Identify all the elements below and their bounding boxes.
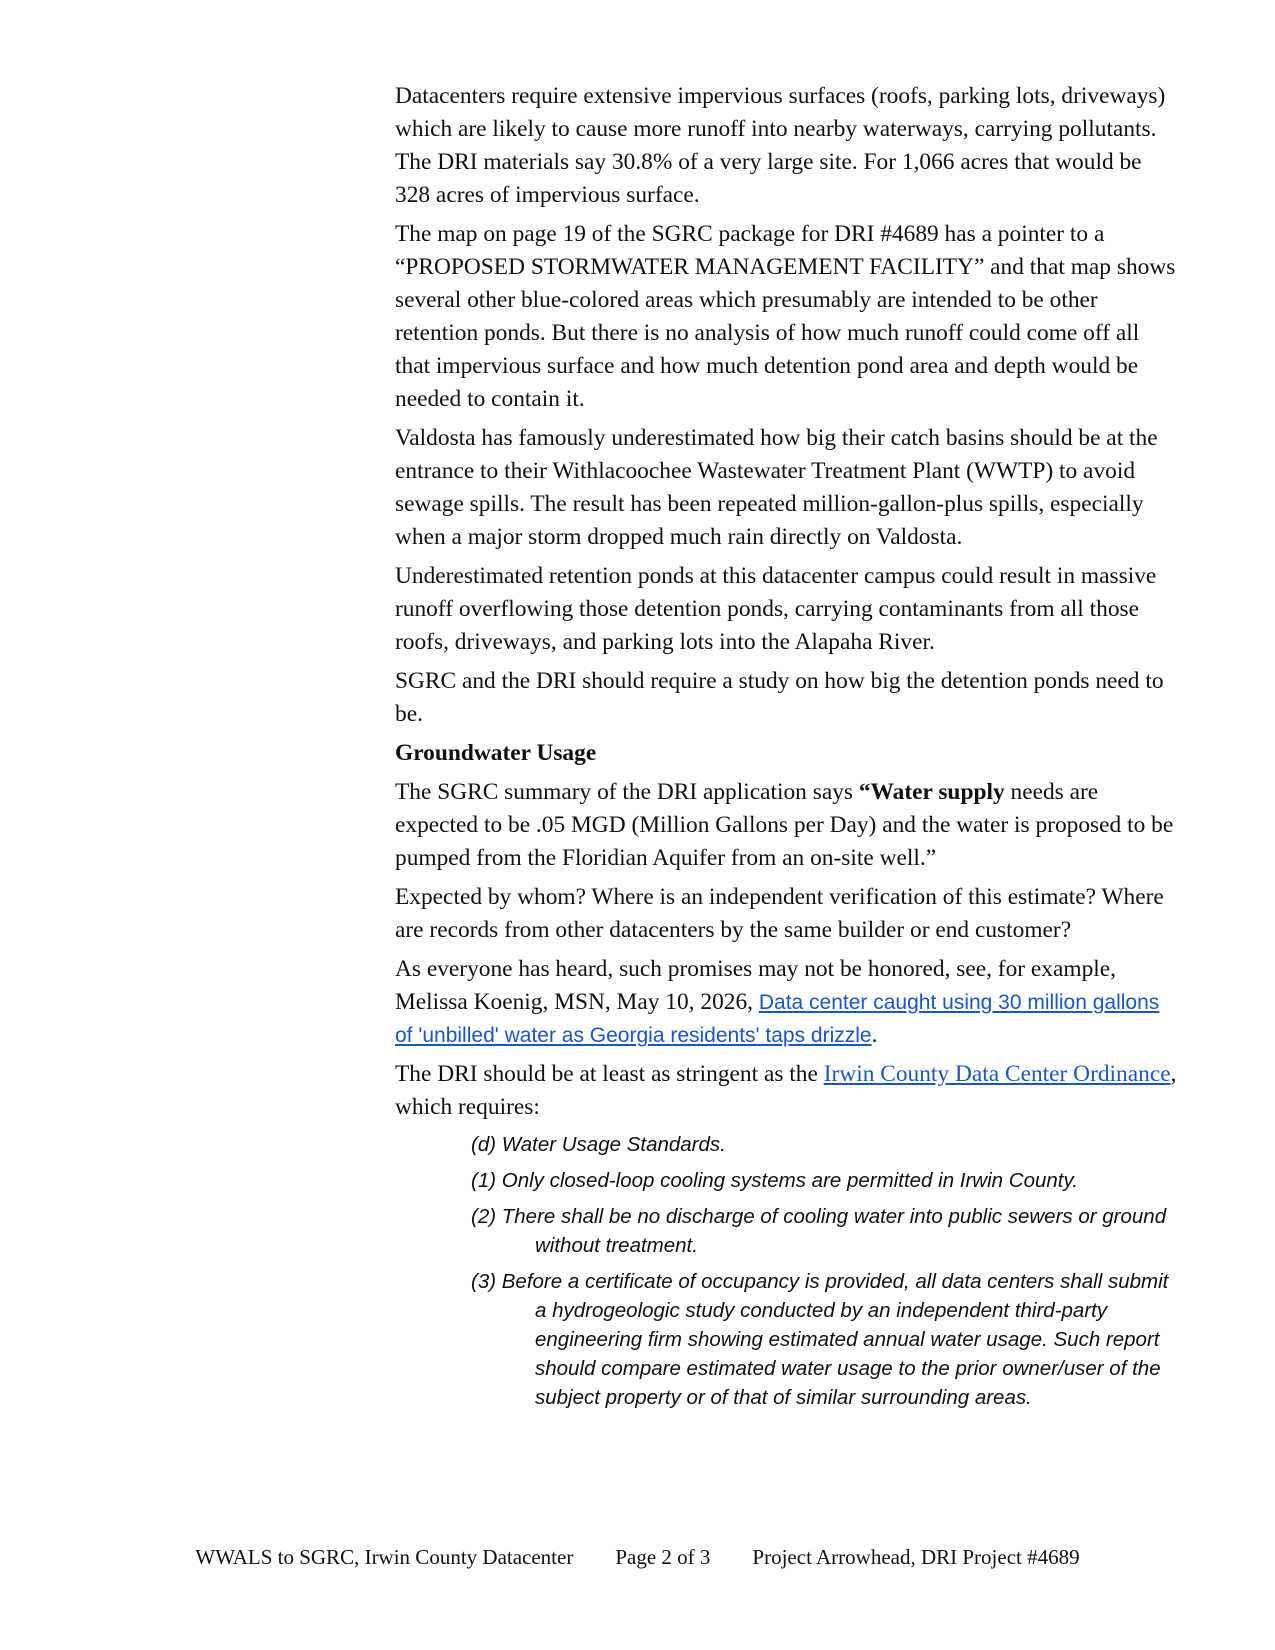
- footer-page-number: Page 2 of 3: [615, 1545, 711, 1569]
- paragraph-impervious-surfaces: Datacenters require extensive impervious surfaces (roofs, parking lots, driveways) which are likely to cause more runoff into nearby waterways, carrying pollutants. The DRI materials say 30.8% of a very large site. For 1,066 acres that would be 328 acres of impervious surface.: [395, 83, 1166, 208]
- promises-text-before: As everyone has heard, such promises may not be honored, see, for example, Melissa Koenig, MSN, May 10, 2026,: [395, 956, 1116, 1015]
- ordinance-item-d: (d) Water Usage Standards.: [471, 1133, 726, 1156]
- ordinance-item-2: (2) There shall be no discharge of cooling water into public sewers or ground without treatment.: [471, 1205, 1167, 1257]
- stringent-text-after: , which requires:: [395, 1061, 1177, 1120]
- footer-left: WWALS to SGRC, Irwin County Datacenter: [195, 1545, 574, 1569]
- paragraph-detention-study: SGRC and the DRI should require a study on how big the detention ponds need to be.: [395, 668, 1164, 727]
- water-supply-text-after: needs are expected to be .05 MGD (Million Gallons per Day) and the water is proposed to be pumped from the Floridian Aquifer from an on-site well.”: [395, 779, 1174, 871]
- water-supply-bold: “Water supply: [858, 779, 1005, 805]
- promises-text-after: .: [871, 1022, 878, 1048]
- footer-right: Project Arrowhead, DRI Project #4689: [752, 1545, 1080, 1569]
- ordinance-link[interactable]: Irwin County Data Center Ordinance: [823, 1061, 1171, 1087]
- msn-article-link[interactable]: Data center caught using 30 million gallons of 'unbilled' water as Georgia residents' taps drizzle: [395, 991, 1160, 1047]
- water-supply-text-before: The SGRC summary of the DRI application says: [395, 779, 859, 805]
- paragraph-stringent: [395, 1058, 1180, 1124]
- ordinance-quote: [471, 1130, 1180, 1412]
- section-heading-groundwater: Groundwater Usage: [395, 740, 597, 766]
- paragraph-promises: [395, 953, 1180, 1052]
- paragraph-water-supply: [395, 776, 1180, 875]
- page-footer: [0, 1542, 1275, 1572]
- document-body: [395, 80, 1180, 1419]
- ordinance-item-1: (1) Only closed-loop cooling systems are permitted in Irwin County.: [471, 1169, 1078, 1192]
- paragraph-valdosta-wwtp: Valdosta has famously underestimated how big their catch basins should be at the entrance to their Withlacoochee Wastewater Treatment Plant (WWTP) to avoid sewage spills. The result has been repeated million-gallon-plus spills, especially when a major storm dropped much rain directly on Valdosta.: [395, 425, 1158, 550]
- paragraph-retention-ponds: Underestimated retention ponds at this datacenter campus could result in massive runoff overflowing those detention ponds, carrying contaminants from all those roofs, driveways, and parking lots into the Alapaha River.: [395, 563, 1157, 655]
- ordinance-item-3: (3) Before a certificate of occupancy is provided, all data centers shall submit a hydrogeologic study conducted by an independent third-party engineering firm showing estimated annual water usage. Such report should compare estimated water usage to the prior owner/user of the subject property or of that of similar surrounding areas.: [471, 1270, 1169, 1409]
- paragraph-expected-by-whom: Expected by whom? Where is an independent verification of this estimate? Where are records from other datacenters by the same builder or end customer?: [395, 884, 1164, 943]
- stringent-text-before: The DRI should be at least as stringent as the: [395, 1061, 824, 1087]
- paragraph-stormwater-map: The map on page 19 of the SGRC package for DRI #4689 has a pointer to a “PROPOSED STORMWATER MANAGEMENT FACILITY” and that map shows several other blue-colored areas which presumably are intended to be other retention ponds. But there is no analysis of how much runoff could come off all that impervious surface and how much detention pond area and depth would be needed to contain it.: [395, 221, 1176, 412]
